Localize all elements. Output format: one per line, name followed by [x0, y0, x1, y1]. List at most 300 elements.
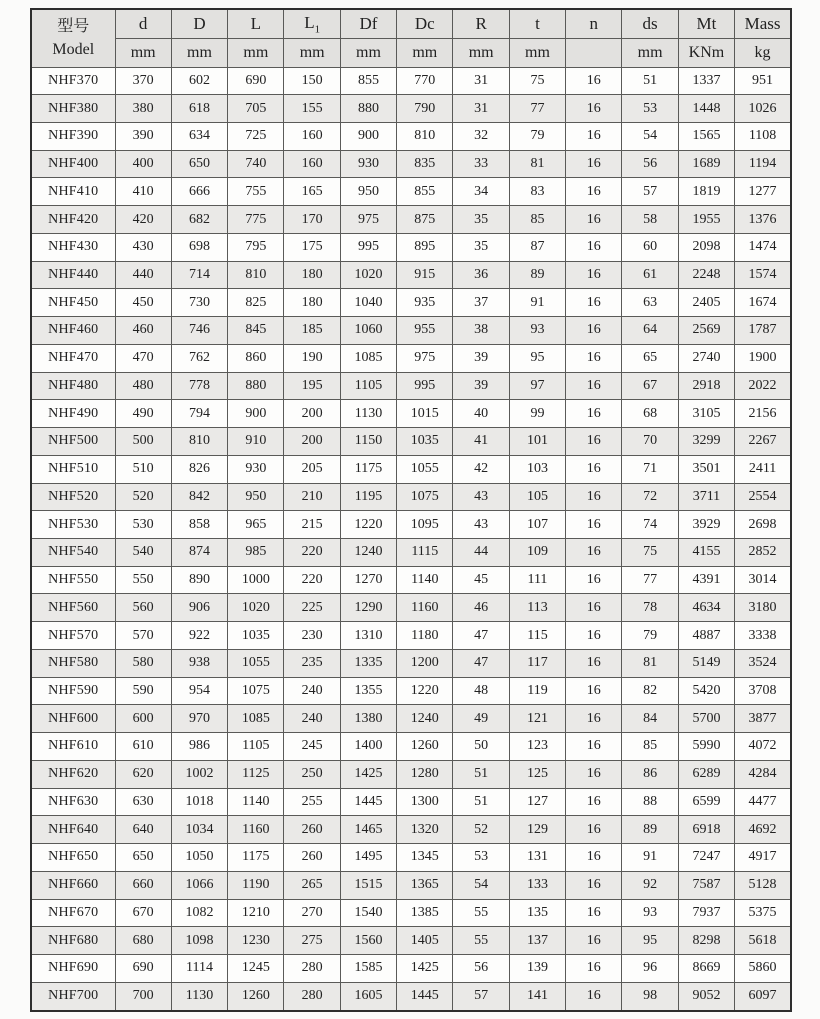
column-header-10-mt: Mt — [678, 9, 734, 38]
value-cell: 1160 — [397, 594, 453, 622]
value-cell: 1140 — [397, 566, 453, 594]
model-cell: NHF600 — [31, 705, 115, 733]
model-cell: NHF480 — [31, 372, 115, 400]
value-cell: 133 — [509, 871, 565, 899]
table-row — [31, 899, 791, 927]
value-cell: 53 — [622, 95, 678, 123]
value-cell: 72 — [622, 483, 678, 511]
value-cell: 1465 — [340, 816, 396, 844]
value-cell: 1515 — [340, 871, 396, 899]
value-cell: 150 — [284, 67, 340, 95]
value-cell: 1175 — [340, 455, 396, 483]
value-cell: 930 — [340, 150, 396, 178]
value-cell: 1066 — [171, 871, 227, 899]
value-cell: 1060 — [340, 317, 396, 345]
model-cell: NHF680 — [31, 927, 115, 955]
model-cell: NHF590 — [31, 677, 115, 705]
value-cell: 1015 — [397, 400, 453, 428]
value-cell: 97 — [509, 372, 565, 400]
value-cell: 185 — [284, 317, 340, 345]
value-cell: 1160 — [228, 816, 284, 844]
value-cell: 1540 — [340, 899, 396, 927]
value-cell: 56 — [453, 955, 509, 983]
value-cell: 835 — [397, 150, 453, 178]
value-cell: 33 — [453, 150, 509, 178]
value-cell: 380 — [115, 95, 171, 123]
value-cell: 1380 — [340, 705, 396, 733]
value-cell: 1194 — [735, 150, 791, 178]
value-cell: 1195 — [340, 483, 396, 511]
value-cell: 540 — [115, 538, 171, 566]
value-cell: 245 — [284, 733, 340, 761]
value-cell: 755 — [228, 178, 284, 206]
value-cell: 420 — [115, 206, 171, 234]
value-cell: 47 — [453, 649, 509, 677]
value-cell: 680 — [115, 927, 171, 955]
value-cell: 95 — [509, 344, 565, 372]
table-row — [31, 372, 791, 400]
value-cell: 2248 — [678, 261, 734, 289]
value-cell: 370 — [115, 67, 171, 95]
value-cell: 52 — [453, 816, 509, 844]
column-unit-0-d: mm — [115, 38, 171, 67]
value-cell: 670 — [115, 899, 171, 927]
value-cell: 770 — [397, 67, 453, 95]
value-cell: 16 — [566, 677, 622, 705]
value-cell: 1000 — [228, 566, 284, 594]
value-cell: 31 — [453, 95, 509, 123]
value-cell: 235 — [284, 649, 340, 677]
value-cell: 175 — [284, 233, 340, 261]
value-cell: 36 — [453, 261, 509, 289]
value-cell: 1098 — [171, 927, 227, 955]
value-cell: 951 — [735, 67, 791, 95]
value-cell: 103 — [509, 455, 565, 483]
table-row — [31, 677, 791, 705]
value-cell: 1245 — [228, 955, 284, 983]
model-cell: NHF610 — [31, 733, 115, 761]
value-cell: 1035 — [228, 622, 284, 650]
value-cell: 4917 — [735, 844, 791, 872]
table-row — [31, 649, 791, 677]
table-row — [31, 206, 791, 234]
value-cell: 16 — [566, 372, 622, 400]
value-cell: 131 — [509, 844, 565, 872]
value-cell: 698 — [171, 233, 227, 261]
value-cell: 16 — [566, 594, 622, 622]
column-header-3-l: $L_1$ — [284, 9, 340, 38]
value-cell: 155 — [284, 95, 340, 123]
value-cell: 16 — [566, 233, 622, 261]
value-cell: 265 — [284, 871, 340, 899]
table-row — [31, 289, 791, 317]
value-cell: 1200 — [397, 649, 453, 677]
value-cell: 510 — [115, 455, 171, 483]
value-cell: 880 — [340, 95, 396, 123]
column-header-11-mass: Mass — [735, 9, 791, 38]
value-cell: 995 — [340, 233, 396, 261]
value-cell: 3929 — [678, 511, 734, 539]
value-cell: 975 — [397, 344, 453, 372]
value-cell: 1277 — [735, 178, 791, 206]
model-cell: NHF550 — [31, 566, 115, 594]
value-cell: 1425 — [340, 760, 396, 788]
value-cell: 3524 — [735, 649, 791, 677]
value-cell: 81 — [509, 150, 565, 178]
value-cell: 83 — [509, 178, 565, 206]
value-cell: 480 — [115, 372, 171, 400]
table-row — [31, 233, 791, 261]
model-column-header — [31, 9, 115, 67]
column-unit-1-d: mm — [171, 38, 227, 67]
value-cell: 58 — [622, 206, 678, 234]
value-cell: 39 — [453, 344, 509, 372]
value-cell: 39 — [453, 372, 509, 400]
value-cell: 3501 — [678, 455, 734, 483]
value-cell: 690 — [228, 67, 284, 95]
model-cell: NHF370 — [31, 67, 115, 95]
value-cell: 75 — [622, 538, 678, 566]
value-cell: 113 — [509, 594, 565, 622]
value-cell: 826 — [171, 455, 227, 483]
column-unit-11-mass: kg — [735, 38, 791, 67]
value-cell: 550 — [115, 566, 171, 594]
column-header-5-dc: Dc — [397, 9, 453, 38]
value-cell: 1190 — [228, 871, 284, 899]
value-cell: 795 — [228, 233, 284, 261]
value-cell: 54 — [622, 122, 678, 150]
value-cell: 430 — [115, 233, 171, 261]
value-cell: 3708 — [735, 677, 791, 705]
table-row — [31, 483, 791, 511]
value-cell: 16 — [566, 955, 622, 983]
value-cell: 56 — [622, 150, 678, 178]
value-cell: 875 — [397, 206, 453, 234]
value-cell: 690 — [115, 955, 171, 983]
value-cell: 105 — [509, 483, 565, 511]
value-cell: 845 — [228, 317, 284, 345]
model-cell: NHF630 — [31, 788, 115, 816]
value-cell: 2852 — [735, 538, 791, 566]
value-cell: 115 — [509, 622, 565, 650]
value-cell: 16 — [566, 317, 622, 345]
model-header-en: Model — [52, 41, 95, 59]
value-cell: 986 — [171, 733, 227, 761]
table-row — [31, 760, 791, 788]
value-cell: 1230 — [228, 927, 284, 955]
value-cell: 1605 — [340, 982, 396, 1011]
value-cell: 46 — [453, 594, 509, 622]
value-cell: 16 — [566, 67, 622, 95]
value-cell: 1900 — [735, 344, 791, 372]
value-cell: 16 — [566, 622, 622, 650]
value-cell: 280 — [284, 955, 340, 983]
column-unit-6-r: mm — [453, 38, 509, 67]
value-cell: 5700 — [678, 705, 734, 733]
column-header-0-d: d — [115, 9, 171, 38]
value-cell: 89 — [509, 261, 565, 289]
value-cell: 7247 — [678, 844, 734, 872]
model-cell: NHF620 — [31, 760, 115, 788]
value-cell: 2698 — [735, 511, 791, 539]
value-cell: 2411 — [735, 455, 791, 483]
value-cell: 950 — [340, 178, 396, 206]
model-cell: NHF390 — [31, 122, 115, 150]
value-cell: 5375 — [735, 899, 791, 927]
value-cell: 3877 — [735, 705, 791, 733]
value-cell: 5860 — [735, 955, 791, 983]
value-cell: 1337 — [678, 67, 734, 95]
value-cell: 1130 — [171, 982, 227, 1011]
model-cell: NHF420 — [31, 206, 115, 234]
value-cell: 55 — [453, 899, 509, 927]
value-cell: 1002 — [171, 760, 227, 788]
table-row — [31, 95, 791, 123]
model-cell: NHF460 — [31, 317, 115, 345]
value-cell: 922 — [171, 622, 227, 650]
value-cell: 16 — [566, 178, 622, 206]
value-cell: 2554 — [735, 483, 791, 511]
value-cell: 1114 — [171, 955, 227, 983]
value-cell: 255 — [284, 788, 340, 816]
model-header-cn: 型号 — [57, 18, 90, 36]
value-cell: 1495 — [340, 844, 396, 872]
value-cell: 6289 — [678, 760, 734, 788]
value-cell: 16 — [566, 95, 622, 123]
value-cell: 78 — [622, 594, 678, 622]
table-row — [31, 788, 791, 816]
value-cell: 1819 — [678, 178, 734, 206]
value-cell: 4692 — [735, 816, 791, 844]
table-row — [31, 594, 791, 622]
value-cell: 5128 — [735, 871, 791, 899]
value-cell: 51 — [622, 67, 678, 95]
value-cell: 205 — [284, 455, 340, 483]
value-cell: 900 — [340, 122, 396, 150]
value-cell: 3299 — [678, 428, 734, 456]
value-cell: 16 — [566, 733, 622, 761]
model-cell: NHF540 — [31, 538, 115, 566]
value-cell: 85 — [622, 733, 678, 761]
value-cell: 82 — [622, 677, 678, 705]
table-row — [31, 566, 791, 594]
value-cell: 1787 — [735, 317, 791, 345]
column-unit-5-dc: mm — [397, 38, 453, 67]
value-cell: 50 — [453, 733, 509, 761]
value-cell: 1260 — [397, 733, 453, 761]
value-cell: 794 — [171, 400, 227, 428]
value-cell: 1345 — [397, 844, 453, 872]
value-cell: 2156 — [735, 400, 791, 428]
value-cell: 38 — [453, 317, 509, 345]
value-cell: 60 — [622, 233, 678, 261]
value-cell: 1082 — [171, 899, 227, 927]
value-cell: 714 — [171, 261, 227, 289]
table-row — [31, 816, 791, 844]
value-cell: 260 — [284, 844, 340, 872]
value-cell: 16 — [566, 206, 622, 234]
value-cell: 16 — [566, 566, 622, 594]
value-cell: 1085 — [228, 705, 284, 733]
value-cell: 87 — [509, 233, 565, 261]
table-row — [31, 705, 791, 733]
value-cell: 950 — [228, 483, 284, 511]
value-cell: 810 — [228, 261, 284, 289]
value-cell: 1474 — [735, 233, 791, 261]
value-cell: 42 — [453, 455, 509, 483]
value-cell: 111 — [509, 566, 565, 594]
value-cell: 1105 — [228, 733, 284, 761]
value-cell: 725 — [228, 122, 284, 150]
value-cell: 2918 — [678, 372, 734, 400]
value-cell: 460 — [115, 317, 171, 345]
table-row — [31, 344, 791, 372]
value-cell: 602 — [171, 67, 227, 95]
table-row — [31, 150, 791, 178]
value-cell: 7937 — [678, 899, 734, 927]
column-header-1-d: D — [171, 9, 227, 38]
value-cell: 1075 — [397, 483, 453, 511]
value-cell: 4072 — [735, 733, 791, 761]
value-cell: 4887 — [678, 622, 734, 650]
header-row-names — [31, 9, 791, 38]
value-cell: 1075 — [228, 677, 284, 705]
value-cell: 3338 — [735, 622, 791, 650]
value-cell: 1095 — [397, 511, 453, 539]
value-cell: 2267 — [735, 428, 791, 456]
value-cell: 3014 — [735, 566, 791, 594]
value-cell: 730 — [171, 289, 227, 317]
value-cell: 810 — [171, 428, 227, 456]
table-row — [31, 982, 791, 1011]
value-cell: 3180 — [735, 594, 791, 622]
value-cell: 16 — [566, 927, 622, 955]
value-cell: 55 — [453, 927, 509, 955]
model-cell: NHF700 — [31, 982, 115, 1011]
value-cell: 109 — [509, 538, 565, 566]
value-cell: 1026 — [735, 95, 791, 123]
column-unit-8-n — [566, 38, 622, 67]
value-cell: 1040 — [340, 289, 396, 317]
value-cell: 530 — [115, 511, 171, 539]
model-cell: NHF450 — [31, 289, 115, 317]
value-cell: 975 — [340, 206, 396, 234]
value-cell: 215 — [284, 511, 340, 539]
value-cell: 200 — [284, 400, 340, 428]
model-cell: NHF570 — [31, 622, 115, 650]
value-cell: 3711 — [678, 483, 734, 511]
value-cell: 16 — [566, 289, 622, 317]
value-cell: 1445 — [397, 982, 453, 1011]
value-cell: 930 — [228, 455, 284, 483]
value-cell: 1565 — [678, 122, 734, 150]
value-cell: 600 — [115, 705, 171, 733]
value-cell: 32 — [453, 122, 509, 150]
value-cell: 16 — [566, 428, 622, 456]
value-cell: 1955 — [678, 206, 734, 234]
model-cell: NHF490 — [31, 400, 115, 428]
value-cell: 1140 — [228, 788, 284, 816]
value-cell: 88 — [622, 788, 678, 816]
value-cell: 57 — [622, 178, 678, 206]
value-cell: 2405 — [678, 289, 734, 317]
value-cell: 16 — [566, 400, 622, 428]
table-row — [31, 178, 791, 206]
model-cell: NHF400 — [31, 150, 115, 178]
value-cell: 490 — [115, 400, 171, 428]
value-cell: 995 — [397, 372, 453, 400]
value-cell: 935 — [397, 289, 453, 317]
value-cell: 74 — [622, 511, 678, 539]
model-cell: NHF430 — [31, 233, 115, 261]
value-cell: 955 — [397, 317, 453, 345]
value-cell: 44 — [453, 538, 509, 566]
value-cell: 666 — [171, 178, 227, 206]
value-cell: 1210 — [228, 899, 284, 927]
value-cell: 35 — [453, 206, 509, 234]
value-cell: 4391 — [678, 566, 734, 594]
value-cell: 1220 — [340, 511, 396, 539]
value-cell: 1448 — [678, 95, 734, 123]
model-cell: NHF690 — [31, 955, 115, 983]
value-cell: 1355 — [340, 677, 396, 705]
model-cell: NHF470 — [31, 344, 115, 372]
value-cell: 6599 — [678, 788, 734, 816]
value-cell: 5420 — [678, 677, 734, 705]
value-cell: 68 — [622, 400, 678, 428]
value-cell: 170 — [284, 206, 340, 234]
model-cell: NHF510 — [31, 455, 115, 483]
value-cell: 1150 — [340, 428, 396, 456]
value-cell: 4634 — [678, 594, 734, 622]
value-cell: 16 — [566, 511, 622, 539]
value-cell: 858 — [171, 511, 227, 539]
value-cell: 1105 — [340, 372, 396, 400]
value-cell: 98 — [622, 982, 678, 1011]
value-cell: 165 — [284, 178, 340, 206]
value-cell: 634 — [171, 122, 227, 150]
value-cell: 2022 — [735, 372, 791, 400]
value-cell: 1020 — [340, 261, 396, 289]
value-cell: 93 — [622, 899, 678, 927]
value-cell: 77 — [509, 95, 565, 123]
model-cell: NHF580 — [31, 649, 115, 677]
value-cell: 43 — [453, 483, 509, 511]
value-cell: 86 — [622, 760, 678, 788]
value-cell: 230 — [284, 622, 340, 650]
value-cell: 5990 — [678, 733, 734, 761]
value-cell: 560 — [115, 594, 171, 622]
value-cell: 16 — [566, 538, 622, 566]
table-row — [31, 927, 791, 955]
table-row — [31, 122, 791, 150]
value-cell: 16 — [566, 150, 622, 178]
value-cell: 970 — [171, 705, 227, 733]
value-cell: 1055 — [397, 455, 453, 483]
value-cell: 2569 — [678, 317, 734, 345]
column-header-4-df: Df — [340, 9, 396, 38]
model-cell: NHF530 — [31, 511, 115, 539]
value-cell: 99 — [509, 400, 565, 428]
model-cell: NHF410 — [31, 178, 115, 206]
value-cell: 1385 — [397, 899, 453, 927]
model-cell: NHF560 — [31, 594, 115, 622]
table-row — [31, 428, 791, 456]
value-cell: 410 — [115, 178, 171, 206]
value-cell: 220 — [284, 538, 340, 566]
value-cell: 240 — [284, 705, 340, 733]
value-cell: 900 — [228, 400, 284, 428]
